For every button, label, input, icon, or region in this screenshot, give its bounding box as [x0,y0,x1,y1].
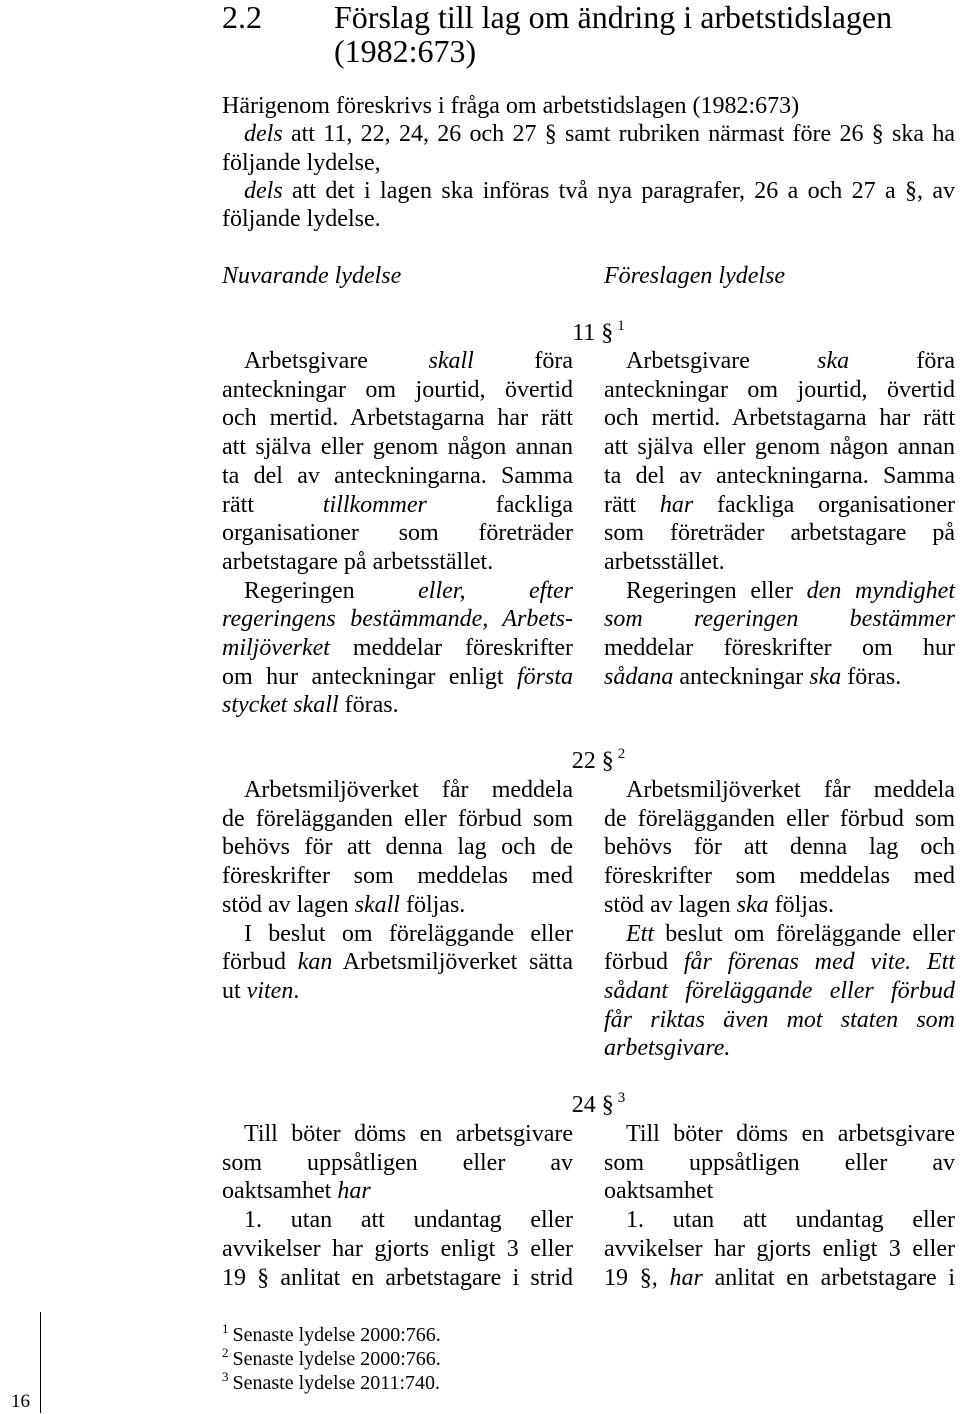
text-run: förbud [222,949,298,976]
text-run: fackliga [426,491,573,518]
text-line [222,833,573,862]
text-line [604,1206,955,1235]
paragraph [222,920,573,1006]
text-line [222,1235,573,1264]
text-run: Regeringen eller [626,577,807,604]
italic-text-run: kan [297,949,333,976]
footnotes [222,1323,722,1395]
text-run: Arbetsgivare [244,348,429,374]
text-line [222,205,955,233]
text-run: 1. utan att undantag eller [244,1207,573,1234]
italic-text-run: har [659,491,694,518]
text-run: att 11, 22, 24, 26 och 27 § samt rubriken närmast före 26 § ska ha [282,121,955,148]
footnote-text: Senaste lydelse 2011:740. [232,1372,441,1394]
text-line [604,404,955,433]
text-run: 1. utan att undantag eller [626,1207,955,1234]
text-run: Arbetsmiljöverket får meddela [626,777,955,803]
italic-text-run: tillkommer [322,491,427,518]
text-run: behövs för att denna lag och de [222,834,573,861]
italic-text-run: har [669,1264,703,1291]
text-line [604,433,955,462]
text-run: föra [473,348,574,374]
text-line [604,1149,955,1178]
italic-text-run: sådana [604,663,674,690]
text-line [604,920,955,949]
text-run: oaktsamhet [222,1178,338,1205]
text-run: föreskrifter som meddelas med [604,863,955,890]
footnote-text: Senaste lydelse 2000:766. [232,1348,441,1370]
text-run: 19 §, [604,1264,670,1291]
current-wording-text [222,347,573,720]
text-line [222,1149,573,1178]
section-heading [222,1091,955,1120]
text-line [222,1264,573,1293]
text-line [222,948,573,977]
footnote-number: 1 [222,1321,229,1336]
text-line [222,920,573,949]
intro-paragraph [222,177,955,234]
text-run: arbetsstället. [604,548,725,575]
text-line [222,634,573,663]
text-run: Till böter döms en arbetsgivare [244,1121,573,1147]
italic-text-run: Ett [626,920,654,947]
text-run: föras. [338,692,399,719]
footnote-number: 2 [222,1345,229,1360]
text-run: Härigenom föreskrivs i fråga om arbetstidslagen (1982:673) [222,93,800,119]
paragraph [222,1206,573,1292]
text-line [222,376,573,405]
paragraph [222,776,573,920]
text-line [222,433,573,462]
italic-text-run: första [516,663,573,690]
heading-title-line: (1982:673) [334,33,477,69]
text-run: rätt [222,491,323,518]
text-run: organisationer som företräder [222,520,573,547]
section-number: 22 [571,748,596,774]
text-line [604,634,955,663]
italic-text-run: regeringens bestämmande, Arbets- [222,606,573,633]
text-run: Regeringen [244,577,419,604]
text-run: förbud [604,949,684,976]
text-line [604,1034,955,1063]
text-line [222,1177,573,1206]
paragraph [222,577,573,721]
text-run: fackliga organisationer [693,491,955,518]
text-run: Till böter döms en arbetsgivare [626,1121,955,1147]
text-line [604,776,955,805]
text-run: beslut om föreläggande eller [654,920,955,947]
text-run: Arbetsmiljöverket får meddela [244,777,573,803]
text-line [222,404,573,433]
text-line [604,833,955,862]
text-run: följas. [768,891,834,918]
text-run: ta del av anteckningarna. Samma [604,462,955,489]
text-run: föreskrifter som meddelas med [222,863,573,890]
text-line [222,776,573,805]
italic-text-run: får förenas med vite. Ett [683,949,955,976]
section-sign: § [601,748,614,774]
paragraph [604,577,955,692]
text-line [604,663,955,692]
text-line [222,120,955,148]
text-line [604,347,955,376]
text-run: följas. [399,891,466,918]
text-run: Arbetsmiljöverket sätta [332,949,574,976]
text-line [604,376,955,405]
text-run: anteckningar om jourtid, övertid [222,376,573,403]
footnote-text: Senaste lydelse 2000:766. [232,1324,441,1346]
paragraph [604,776,955,920]
text-run: meddelar föreskrifter [329,635,573,662]
italic-text-run: skall [428,348,474,374]
italic-text-run: sådant föreläggande eller förbud [604,977,955,1004]
text-line [222,149,955,177]
text-line [222,177,955,205]
text-line [604,519,955,548]
intro-paragraph [222,92,955,120]
footnote [222,1371,722,1395]
text-line [604,1264,955,1293]
text-line [604,1006,955,1035]
italic-text-run: stycket skall [222,692,339,719]
text-line [222,977,573,1006]
text-line [222,691,573,720]
text-run: föras. [841,663,902,690]
text-line [604,1120,955,1149]
section-heading [222,747,955,776]
text-run: som uppsåtligen eller av [222,1149,573,1176]
section-sign: § [601,1092,614,1118]
text-line [222,347,573,376]
proposed-wording-text [604,776,955,1063]
text-line [222,663,573,692]
italic-text-run: arbetsgivare. [604,1035,731,1062]
text-run: stöd av lagen [222,891,355,918]
text-run: att själva eller genom någon annan [222,434,573,461]
text-run: följande lydelse. [222,206,381,233]
text-run: följande lydelse, [222,149,381,176]
italic-text-run: som regeringen bestämmer [604,606,955,633]
italic-text-run: den myndighet [806,577,955,604]
text-run: att själva eller genom någon annan [604,434,955,461]
column-label-proposed: Föreslagen lydelse [604,263,786,289]
text-line [604,491,955,520]
text-line [604,605,955,634]
proposed-wording-text [604,347,955,691]
text-run: avvikelser har gjorts enligt 3 eller [222,1235,573,1262]
paragraph [604,1120,955,1206]
margin-rule [40,1312,41,1413]
current-wording-text [222,776,573,1006]
text-run: anlitat en arbetstagare i [702,1264,956,1291]
text-line [604,891,955,920]
chapter-heading [222,0,955,68]
footnote-ref: 3 [617,1090,626,1106]
text-line [604,1235,955,1264]
italic-text-run: viten [246,977,294,1004]
text-run: oaktsamhet [604,1178,714,1205]
text-line [604,948,955,977]
text-run: rätt [604,491,660,518]
text-line [604,805,955,834]
text-run: stöd av lagen [604,891,737,918]
text-run: och mertid. Arbetstagarna har rätt [222,405,573,432]
text-run: 19 § anlitat en arbetstagare i strid [222,1264,573,1291]
section-number: 24 [571,1092,596,1118]
text-line [604,462,955,491]
text-run: ut [222,977,247,1004]
paragraph [604,920,955,1064]
italic-text-run: skall [354,891,400,918]
text-line [222,462,573,491]
text-run: föra [849,348,955,374]
italic-text-run: dels [244,177,283,204]
footnote-ref: 1 [617,318,625,334]
text-run: Arbetsgivare [626,348,818,374]
italic-text-run: ska [809,663,842,690]
text-run: som företräder arbetstagare på [604,520,955,547]
intro-text [222,92,955,233]
italic-text-run: dels [244,121,283,148]
intro-paragraph [222,120,955,177]
text-run: meddelar föreskrifter om hur [604,635,955,662]
paragraph [222,347,573,577]
text-run: ta del av anteckningarna. Samma [222,462,573,489]
italic-text-run: eller, efter [418,577,573,604]
text-run: . [293,977,300,1004]
paragraph [222,1120,573,1206]
section-sign: § [601,320,614,346]
text-run: som uppsåtligen eller av [604,1149,955,1176]
footnote-number: 3 [222,1369,229,1384]
text-line [604,1177,955,1206]
footnote-ref: 2 [617,746,626,762]
text-run: om hur anteckningar enligt [222,663,517,690]
text-run: avvikelser har gjorts enligt 3 eller [604,1235,955,1262]
text-line [604,577,955,606]
text-run: de förelägganden eller förbud som [222,805,573,832]
heading-number: 2.2 [222,0,262,35]
text-run: anteckningar [673,663,810,690]
heading-title [334,0,955,68]
text-line [222,519,573,548]
text-line [604,862,955,891]
page-number: 16 [11,1391,30,1412]
italic-text-run: har [337,1178,371,1205]
text-line [222,548,573,577]
text-run: anteckningar om jourtid, övertid [604,376,955,403]
section-number: 11 [572,320,596,346]
text-line [604,548,955,577]
italic-text-run: får riktas även mot staten som [604,1006,955,1033]
column-label-current: Nuvarande lydelse [222,263,402,289]
text-run: de förelägganden eller förbud som [604,805,955,832]
text-line [222,891,573,920]
italic-text-run: miljöverket [222,635,330,662]
footnote [222,1323,722,1347]
text-line [222,862,573,891]
text-line [222,92,955,120]
heading-title-line: Förslag till lag om ändring i arbetstidslagen [334,0,893,35]
text-line [604,977,955,1006]
section-heading [222,319,955,348]
text-run: och mertid. Arbetstagarna har rätt [604,405,955,432]
text-run: I beslut om föreläggande eller [244,920,573,947]
text-run: arbetstagare på arbetsstället. [222,548,494,575]
text-run: att det i lagen ska införas två nya paragrafer, 26 a och 27 a §, av [282,177,955,204]
text-line [222,1206,573,1235]
current-wording-text [222,1120,573,1292]
text-line [222,805,573,834]
text-line [222,1120,573,1149]
text-run: behövs för att denna lag och [604,834,955,861]
footnote [222,1347,722,1371]
proposed-wording-text [604,1120,955,1292]
italic-text-run: ska [736,891,769,918]
text-line [222,605,573,634]
italic-text-run: ska [817,348,850,374]
paragraph [604,347,955,577]
paragraph [604,1206,955,1292]
text-line [222,491,573,520]
text-line [222,577,573,606]
